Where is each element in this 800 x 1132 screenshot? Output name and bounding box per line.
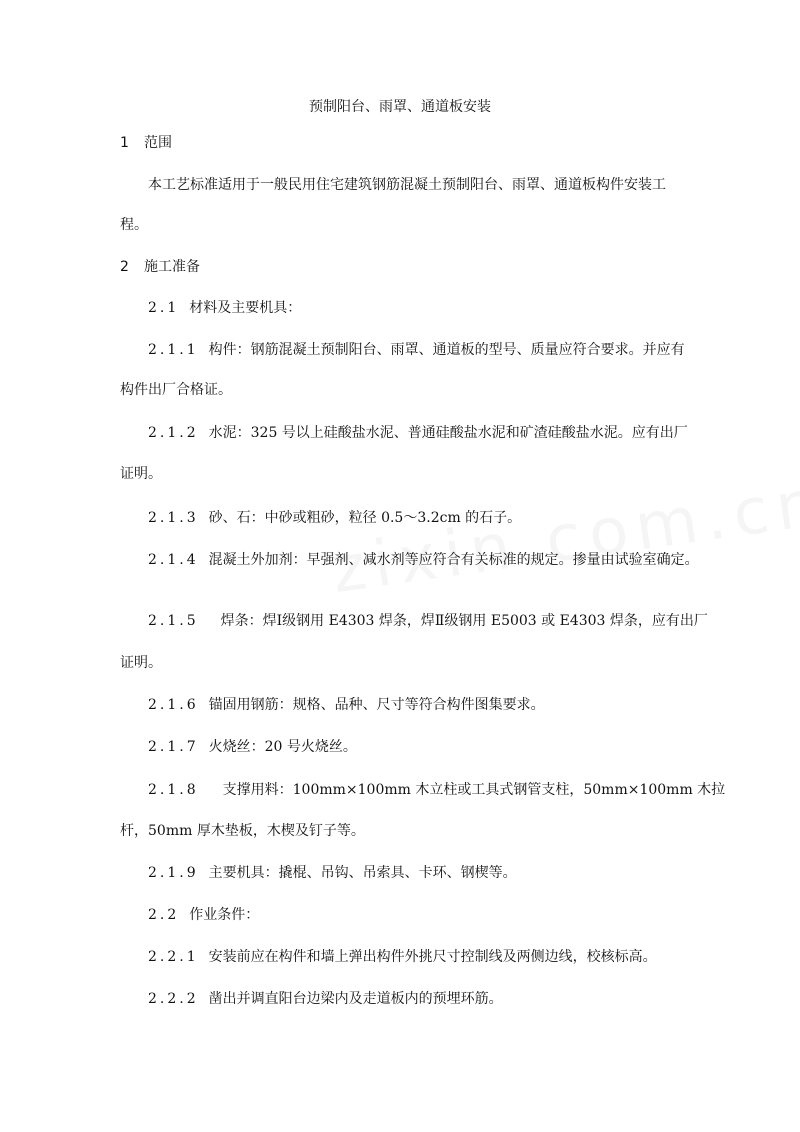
clause-text: 混凝土外加剂：早强剂、减水剂等应符合有关标准的规定。掺量由试验室确定。 [208, 552, 699, 568]
clause-text: 作业条件： [189, 907, 260, 923]
clause-text: 构件：钢筋混凝土预制阳台、雨罩、通道板的型号、质量应符合要求。并应有 [208, 342, 685, 358]
clause-number: 2.1.5 [148, 613, 199, 629]
paragraph-line: 构件出厂合格证。 [120, 382, 232, 398]
clause-number: 2.2.2 [148, 991, 199, 1007]
section-title: 施工准备 [144, 259, 200, 275]
clause-text: 火烧丝：20 号火烧丝。 [208, 739, 357, 755]
paragraph-line: 证明。 [120, 655, 162, 671]
clause-number: 2.1.3 [148, 510, 199, 526]
document-title: 预制阳台、雨罩、通道板安装 [309, 99, 491, 115]
subsection-2-2 [148, 906, 259, 924]
clause-number: 2.1.1 [148, 342, 199, 358]
clause-text: 主要机具：撬棍、吊钩、吊索具、卡环、钢楔等。 [208, 865, 517, 881]
clause-2-2-2 [148, 990, 503, 1008]
clause-number: 2.1.4 [148, 552, 199, 568]
section-number: 1 [120, 135, 129, 151]
clause-2-1-2 [148, 424, 688, 442]
clause-text: 支撑用料：100mm×100mm 木立柱或工具式钢管支柱，50mm×100mm 木拉 [222, 782, 726, 798]
subsection-2-1 [148, 299, 301, 317]
clause-2-2-1 [148, 948, 657, 966]
clause-number: 2.1.2 [148, 425, 199, 441]
clause-text: 锚固用钢筋：规格、品种、尺寸等符合构件图集要求。 [208, 697, 545, 713]
clause-text: 焊条：焊Ⅰ级钢用 E4303 焊条，焊Ⅱ级钢用 E5003 或 E4303 焊条，应有出厂 [220, 613, 708, 629]
section-1-heading [120, 134, 172, 152]
clause-2-1-7 [148, 738, 357, 756]
section-title: 范围 [144, 135, 172, 151]
clause-number: 2.2.1 [148, 949, 199, 965]
clause-number: 2.1.8 [148, 782, 199, 798]
watermark [327, 466, 800, 608]
clause-2-1-8 [148, 781, 725, 799]
paragraph-line: 程。 [120, 217, 148, 233]
paragraph-line: 本工艺标准适用于一般民用住宅建筑钢筋混凝土预制阳台、雨罩、通道板构件安装工 [148, 177, 666, 193]
clause-text: 安装前应在构件和墙上弹出构件外挑尺寸控制线及两侧边线，校核标高。 [208, 949, 657, 965]
clause-number: 2.1.7 [148, 739, 199, 755]
clause-text: 砂、石：中砂或粗砂，粒径 0.5～3.2cm 的石子。 [208, 510, 522, 526]
clause-number: 2.1 [148, 300, 180, 316]
clause-2-1-4 [148, 551, 699, 569]
paragraph-line: 杆，50mm 厚木垫板，木楔及钉子等。 [120, 823, 365, 839]
clause-2-1-1 [148, 341, 685, 359]
clause-2-1-5 [148, 612, 708, 630]
clause-2-1-6 [148, 696, 545, 714]
clause-number: 2.1.6 [148, 697, 199, 713]
clause-text: 材料及主要机具： [189, 300, 302, 316]
clause-2-1-9 [148, 864, 517, 882]
clause-2-1-3 [148, 509, 521, 527]
paragraph-line: 证明。 [120, 466, 162, 482]
clause-text: 水泥：325 号以上硅酸盐水泥、普通硅酸盐水泥和矿渣硅酸盐水泥。应有出厂 [208, 425, 688, 441]
section-2-heading [120, 258, 200, 276]
section-number: 2 [120, 259, 129, 275]
clause-number: 2.1.9 [148, 865, 199, 881]
clause-text: 凿出并调直阳台边梁内及走道板内的预埋环筋。 [208, 991, 503, 1007]
clause-number: 2.2 [148, 907, 180, 923]
